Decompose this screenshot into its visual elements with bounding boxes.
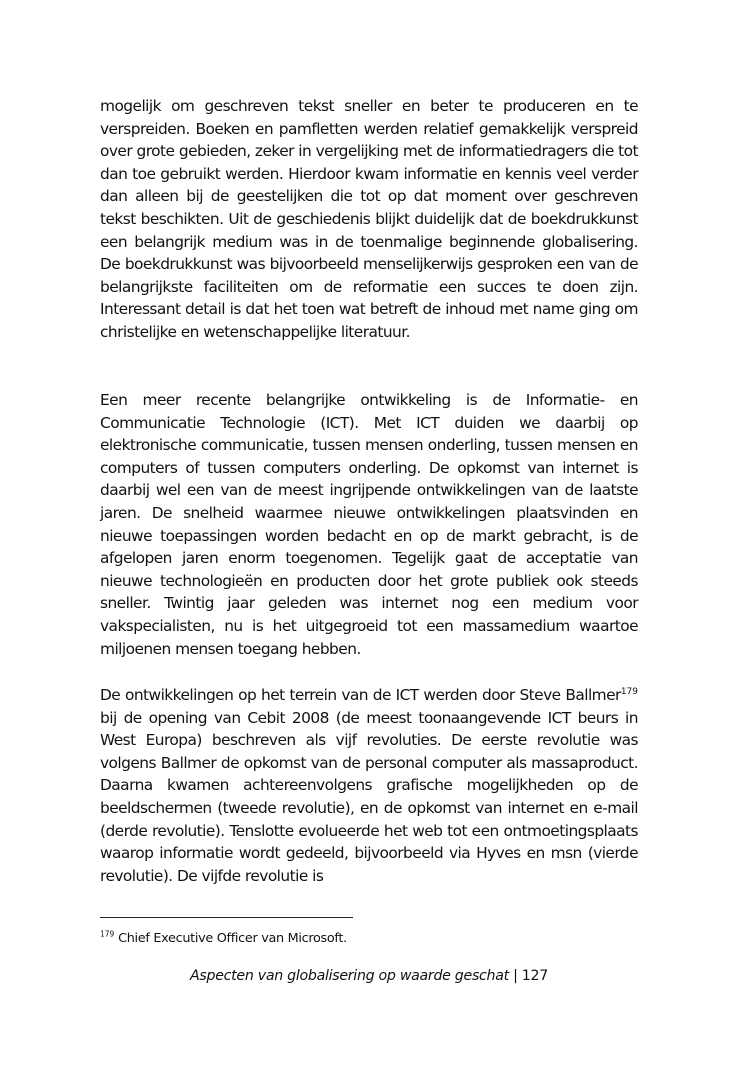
- footnote-reference: 179: [620, 686, 638, 697]
- footnote-divider: [100, 917, 353, 918]
- paragraph-text: [100, 684, 638, 887]
- paragraph-text-end: bij de opening van Cebit 2008 (de meest toonaangevende ICT beurs in West Europa) beschreven als vijf revoluties. De eerste revolutie was volgens Ballmer de opkomst van de personal computer als massaproduct. Daarna kwamen achtereenvolgens grafische mogelijkheden op de beeldschermen (tweede revolutie), en de opkomst van internet en e-mail (derde revolutie). Tenslotte evolueerde het web tot een ontmoetingsplaats waarop informatie wordt gedeeld, bijvoorbeeld via Hyves en msn (vierde revolutie). De vijfde revolutie is: [100, 708, 638, 885]
- footnote-text: Chief Executive Officer van Microsoft.: [114, 931, 347, 946]
- page-number: 127: [521, 968, 548, 984]
- footer-separator: |: [508, 968, 522, 984]
- page-footer: [100, 966, 638, 986]
- footnote-number: 179: [100, 929, 115, 939]
- body-paragraph-2: [100, 389, 638, 660]
- book-title: Aspecten van globalisering op waarde geschat: [190, 968, 509, 984]
- paragraph-text: Een meer recente belangrijke ontwikkeling is de Informatie- en Communicatie Technologie (ICT). Met ICT duiden we daarbij op elektronische communicatie, tussen mensen onderling, tussen mensen en computers of tussen computers onderling. De opkomst van internet is daarbij wel een van de meest ingrijpende ontwikkelingen van de laatste jaren. De snelheid waarmee nieuwe ontwikkelingen plaatsvinden en nieuwe toepassingen worden bedacht en op de markt gebracht, is de afgelopen jaren enorm toegenomen. Tegelijk gaat de acceptatie van nieuwe technologieën en producten door het grote publiek ook steeds sneller. Twintig jaar geleden was internet nog een medium voor vakspecialisten, nu is het uitgegroeid tot een massamedium waartoe miljoenen mensen toegang hebben.: [100, 391, 638, 658]
- paragraph-text: mogelijk om geschreven tekst sneller en beter te produceren en te verspreiden. Boeken en pamfletten werden relatief gemakkelijk verspreid over grote gebieden, zeker in vergelijking met de informatiedragers die tot dan toe gebruikt werden. Hierdoor kwam informatie en kennis veel verder dan alleen bij de geestelijken die tot op dat moment over geschreven tekst beschikten. Uit de geschiedenis blijkt duidelijk dat de boekdrukkunst een belangrijk medium was in de toenmalige beginnende globalisering. De boekdrukkunst was bijvoorbeeld menselijkerwijs gesproken een van de belangrijkste faciliteiten om de reformatie een succes te doen zijn. Interessant detail is dat het toen wat betreft de inhoud met name ging om christelijke en wetenschappelijke literatuur.: [100, 97, 638, 341]
- footnote: [100, 930, 638, 948]
- body-paragraph-3: [100, 684, 638, 887]
- body-paragraph-1: [100, 95, 638, 344]
- paragraph-text-start: De ontwikkelingen op het terrein van de ICT werden door Steve Ballmer: [100, 686, 621, 704]
